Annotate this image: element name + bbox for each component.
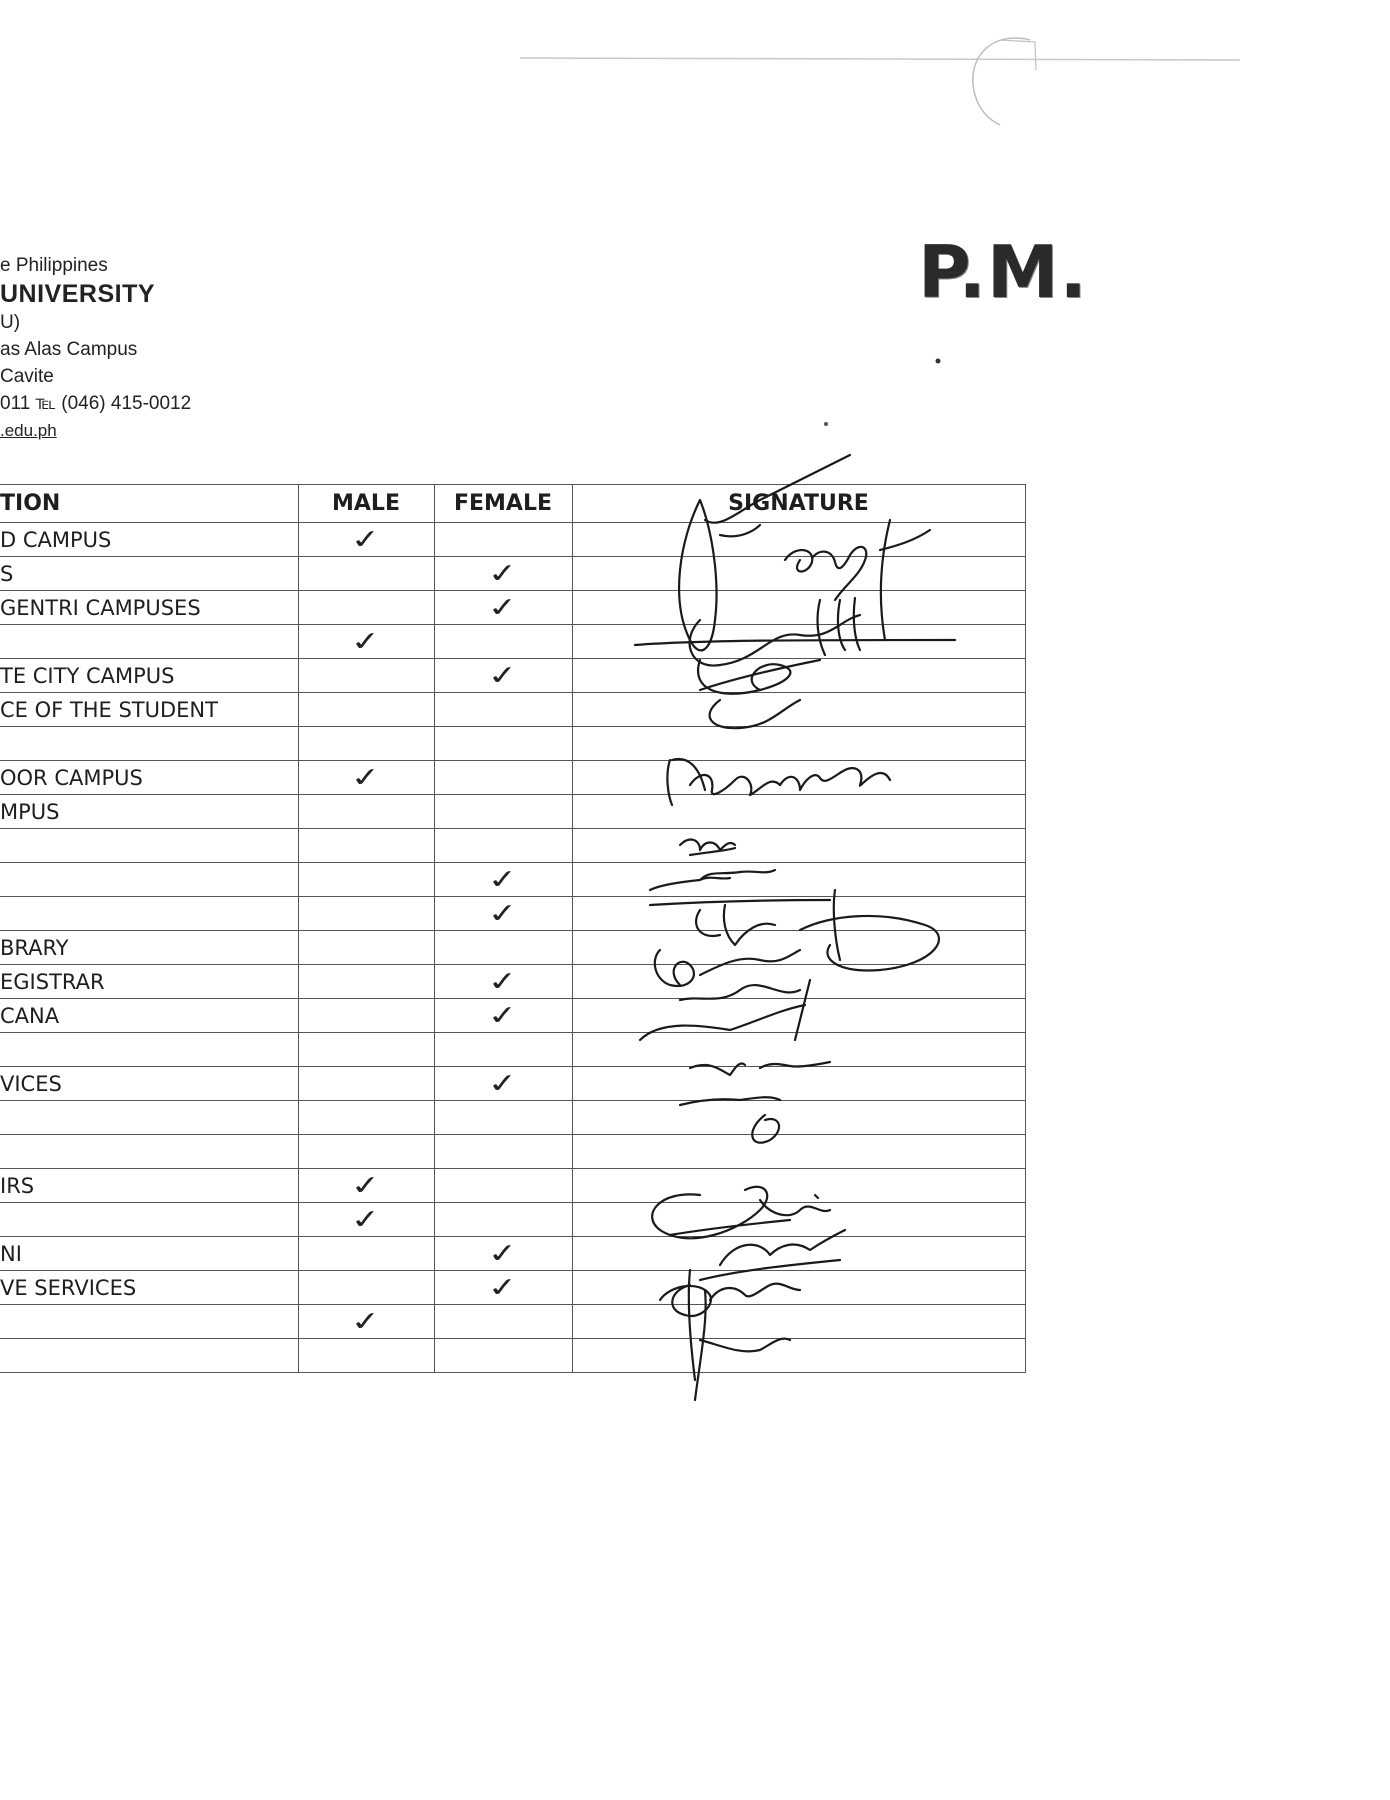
office-cell: [0, 1305, 298, 1339]
male-check-cell: [298, 829, 434, 863]
female-check-cell: [434, 523, 572, 557]
office-cell: [0, 1135, 298, 1169]
table-row: [0, 1101, 1025, 1135]
check-mark: ✓: [348, 523, 384, 556]
table-row: [0, 625, 1025, 659]
signature-cell: [572, 1101, 1025, 1135]
check-mark: ✓: [485, 659, 521, 692]
signature-cell: [572, 1339, 1025, 1373]
table-row: [0, 557, 1025, 591]
header-university-name: UNIVERSITY: [0, 280, 156, 308]
office-cell: [0, 1033, 298, 1067]
male-check-cell: [298, 761, 434, 795]
table-row: [0, 659, 1025, 693]
signature-cell: [572, 1203, 1025, 1237]
col-header-female: FEMALE: [434, 485, 572, 523]
female-check-cell: [434, 897, 572, 931]
signature-cell: [572, 829, 1025, 863]
university-header: [0, 252, 300, 444]
female-check-cell: [434, 965, 572, 999]
table-row: [0, 1339, 1025, 1373]
table-row: [0, 795, 1025, 829]
female-check-cell: [434, 999, 572, 1033]
office-cell: [0, 1101, 298, 1135]
check-mark: ✓: [348, 1305, 384, 1338]
signature-cell: [572, 591, 1025, 625]
signature-cell: [572, 863, 1025, 897]
female-check-cell: [434, 1101, 572, 1135]
table-row: [0, 829, 1025, 863]
male-check-cell: [298, 625, 434, 659]
office-cell: [0, 727, 298, 761]
office-cell: [0, 1339, 298, 1373]
female-check-cell: [434, 659, 572, 693]
table-row: [0, 897, 1025, 931]
col-header-office: TION: [0, 485, 298, 523]
signature-cell: [572, 557, 1025, 591]
session-label: P.M.: [918, 230, 1088, 314]
col-header-male: MALE: [298, 485, 434, 523]
signature-cell: [572, 931, 1025, 965]
signature-cell: [572, 1305, 1025, 1339]
table-row: [0, 1237, 1025, 1271]
check-mark: ✓: [348, 1203, 384, 1236]
table-row: [0, 931, 1025, 965]
office-cell: BRARY: [0, 931, 298, 965]
female-check-cell: [434, 1237, 572, 1271]
signature-cell: [572, 523, 1025, 557]
female-check-cell: [434, 761, 572, 795]
male-check-cell: [298, 1101, 434, 1135]
check-mark: ✓: [485, 965, 521, 998]
male-check-cell: [298, 523, 434, 557]
office-cell: [0, 897, 298, 931]
signature-cell: [572, 897, 1025, 931]
office-cell: IRS: [0, 1169, 298, 1203]
office-cell: [0, 1203, 298, 1237]
male-check-cell: [298, 795, 434, 829]
table-row: [0, 693, 1025, 727]
female-check-cell: [434, 931, 572, 965]
office-cell: CANA: [0, 999, 298, 1033]
signature-cell: [572, 1135, 1025, 1169]
office-cell: CE OF THE STUDENT: [0, 693, 298, 727]
check-mark: ✓: [485, 999, 521, 1032]
female-check-cell: [434, 1169, 572, 1203]
signature-cell: [572, 693, 1025, 727]
signature-cell: [572, 1271, 1025, 1305]
female-check-cell: [434, 1271, 572, 1305]
check-mark: ✓: [348, 761, 384, 794]
female-check-cell: [434, 829, 572, 863]
female-check-cell: [434, 795, 572, 829]
check-mark: ✓: [485, 897, 521, 930]
signature-cell: [572, 625, 1025, 659]
male-check-cell: [298, 1237, 434, 1271]
signature-cell: [572, 761, 1025, 795]
table-row: [0, 1169, 1025, 1203]
check-mark: ✓: [485, 1067, 521, 1100]
female-check-cell: [434, 727, 572, 761]
check-mark: ✓: [348, 1169, 384, 1202]
check-mark: ✓: [485, 1271, 521, 1304]
col-header-signature: SIGNATURE: [572, 485, 1025, 523]
female-check-cell: [434, 1033, 572, 1067]
female-check-cell: [434, 557, 572, 591]
female-check-cell: [434, 1135, 572, 1169]
signature-cell: [572, 659, 1025, 693]
male-check-cell: [298, 1033, 434, 1067]
signature-cell: [572, 1033, 1025, 1067]
office-cell: OOR CAMPUS: [0, 761, 298, 795]
male-check-cell: [298, 693, 434, 727]
table-row: [0, 523, 1025, 557]
table-row: [0, 965, 1025, 999]
male-check-cell: [298, 1203, 434, 1237]
signature-cell: [572, 795, 1025, 829]
male-check-cell: [298, 659, 434, 693]
male-check-cell: [298, 1271, 434, 1305]
office-cell: S: [0, 557, 298, 591]
table-row: [0, 863, 1025, 897]
table-row: [0, 761, 1025, 795]
check-mark: ✓: [485, 591, 521, 624]
header-campus: as Alas Campus: [0, 339, 138, 360]
office-cell: GENTRI CAMPUSES: [0, 591, 298, 625]
table-row: [0, 591, 1025, 625]
office-cell: VE SERVICES: [0, 1271, 298, 1305]
header-phone: 011 ℡ (046) 415-0012: [0, 393, 192, 414]
table-row: [0, 1033, 1025, 1067]
office-cell: [0, 863, 298, 897]
male-check-cell: [298, 591, 434, 625]
signature-cell: [572, 999, 1025, 1033]
check-mark: ✓: [485, 1237, 521, 1270]
male-check-cell: [298, 965, 434, 999]
female-check-cell: [434, 863, 572, 897]
check-mark: ✓: [485, 863, 521, 896]
male-check-cell: [298, 557, 434, 591]
female-check-cell: [434, 1203, 572, 1237]
male-check-cell: [298, 1067, 434, 1101]
male-check-cell: [298, 931, 434, 965]
signature-cell: [572, 1067, 1025, 1101]
male-check-cell: [298, 1135, 434, 1169]
male-check-cell: [298, 727, 434, 761]
office-cell: D CAMPUS: [0, 523, 298, 557]
signature-cell: [572, 1169, 1025, 1203]
office-cell: TE CITY CAMPUS: [0, 659, 298, 693]
male-check-cell: [298, 1339, 434, 1373]
table-row: [0, 1203, 1025, 1237]
office-cell: VICES: [0, 1067, 298, 1101]
male-check-cell: [298, 863, 434, 897]
table-row: [0, 1271, 1025, 1305]
female-check-cell: [434, 1305, 572, 1339]
female-check-cell: [434, 693, 572, 727]
signature-cell: [572, 965, 1025, 999]
female-check-cell: [434, 1339, 572, 1373]
signature-cell: [572, 727, 1025, 761]
header-website: .edu.ph: [0, 421, 57, 440]
signature-cell: [572, 1237, 1025, 1271]
table-row: [0, 999, 1025, 1033]
header-country: e Philippines: [0, 255, 108, 276]
table-row: [0, 1305, 1025, 1339]
table-row: [0, 1067, 1025, 1101]
office-cell: MPUS: [0, 795, 298, 829]
office-cell: [0, 625, 298, 659]
female-check-cell: [434, 625, 572, 659]
office-cell: [0, 829, 298, 863]
table-header-row: [0, 485, 1025, 523]
male-check-cell: [298, 1169, 434, 1203]
table-row: [0, 1135, 1025, 1169]
header-province: Cavite: [0, 366, 54, 387]
header-acronym: U): [0, 312, 21, 333]
office-cell: NI: [0, 1237, 298, 1271]
attendance-table: [0, 484, 1026, 1373]
check-mark: ✓: [485, 557, 521, 590]
female-check-cell: [434, 1067, 572, 1101]
office-cell: EGISTRAR: [0, 965, 298, 999]
male-check-cell: [298, 897, 434, 931]
male-check-cell: [298, 999, 434, 1033]
table-row: [0, 727, 1025, 761]
male-check-cell: [298, 1305, 434, 1339]
check-mark: ✓: [348, 625, 384, 658]
female-check-cell: [434, 591, 572, 625]
